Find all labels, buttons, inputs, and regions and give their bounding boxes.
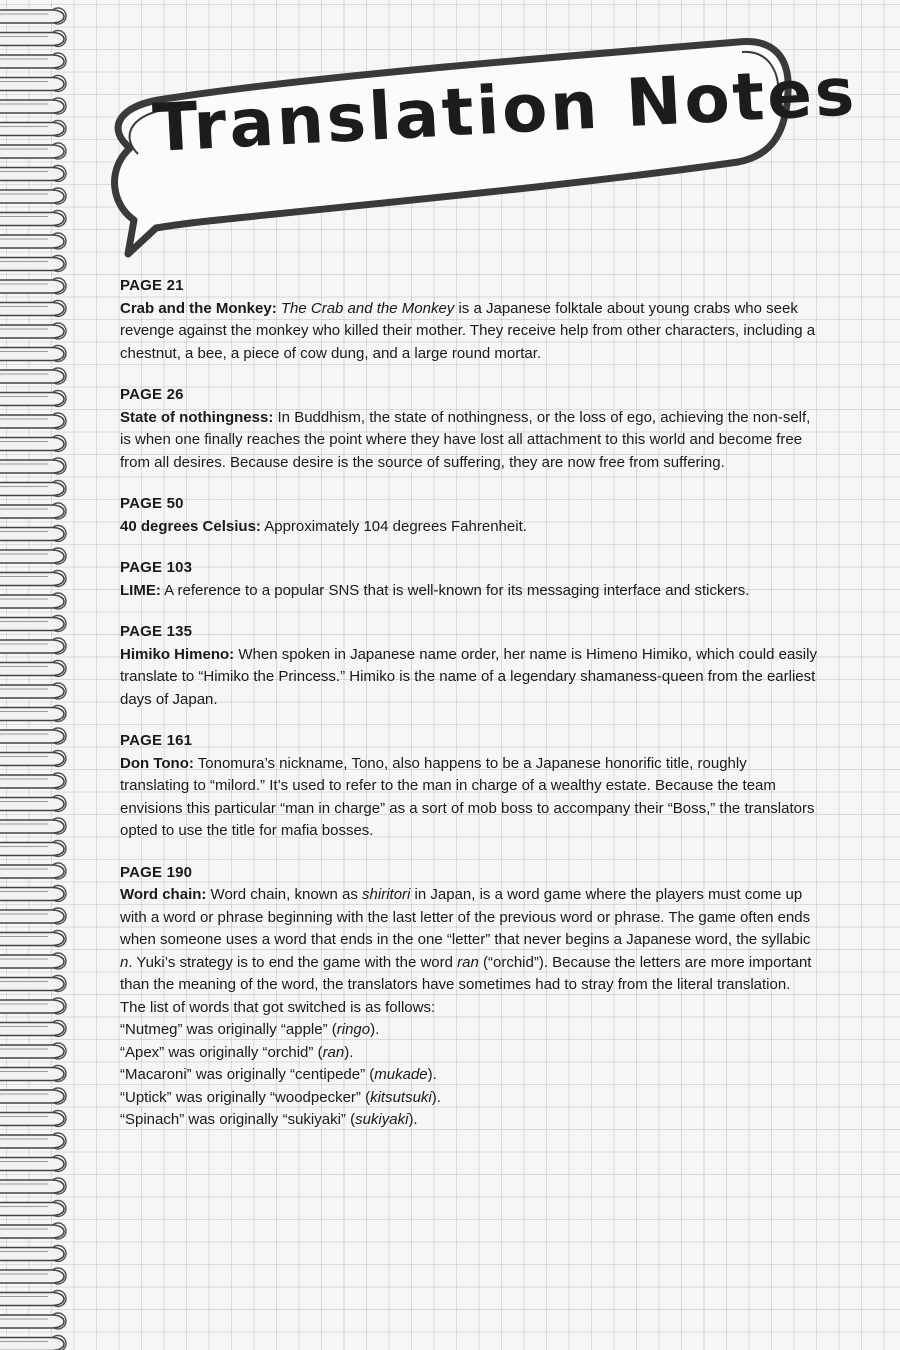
word-swap-line — [120, 1109, 820, 1132]
binding-ring — [0, 661, 66, 677]
translation-note — [120, 862, 820, 1132]
swap-end: ). — [370, 1021, 380, 1038]
binding-ring — [0, 436, 66, 452]
binding-ring — [0, 323, 66, 339]
binding-ring — [0, 98, 66, 114]
spiral-binding — [0, 0, 78, 1350]
binding-ring — [0, 728, 66, 744]
title-bubble — [98, 30, 860, 260]
note-term: Himiko Himeno: — [120, 645, 235, 663]
word-swap-line — [120, 1042, 820, 1065]
note-body — [120, 753, 820, 843]
binding-ring — [0, 818, 66, 834]
binding-ring — [0, 751, 66, 767]
binding-ring — [0, 503, 66, 519]
note-text: . Yuki’s strategy is to end the game with the word — [128, 953, 458, 971]
binding-ring — [0, 8, 66, 24]
note-page-number: PAGE 190 — [120, 863, 193, 881]
binding-ring — [0, 1156, 66, 1172]
note-text: shiritori — [362, 886, 411, 903]
binding-ring — [0, 706, 66, 722]
note-text: Approximately 104 degrees Fahrenheit. — [260, 517, 527, 535]
binding-ring — [0, 593, 66, 609]
binding-ring — [0, 998, 66, 1014]
swap-japanese-word: sukiyaki — [355, 1111, 409, 1128]
binding-ring — [0, 886, 66, 902]
note-term: Word chain: — [120, 886, 207, 903]
binding-ring — [0, 166, 66, 182]
binding-ring — [0, 76, 66, 92]
binding-ring — [0, 346, 66, 362]
binding-ring — [0, 211, 66, 227]
note-page-number: PAGE 135 — [120, 623, 193, 640]
note-text: Tonomura’s nickname, Tono, also happens to be a Japanese honorific title, roughly translating to “milord.” It’s used to refer to the man in charge of a wealthy estate. Because the team envisions this particular “man in charge” as a sort of mob boss to accompany their “Boss,” the translators opted to use the title for mafia bosses. — [120, 754, 815, 839]
note-text: When spoken in Japanese name order, her name is Himeno Himiko, which could easily translate to “Himiko the Princess.” Himiko is the name of a legendary shamaness-queen from the earliest days of Japan. — [120, 645, 817, 708]
note-text: In Buddhism, the state of nothingness, or the loss of ego, achieving the non-self, is when one finally reaches the point where they have lost all attachment to this world and become free from all desires. Because desire is the source of suffering, they are now free from suffering. — [120, 408, 811, 471]
binding-ring — [0, 796, 66, 812]
binding-ring — [0, 278, 66, 294]
swap-japanese-word: kitsutsuki — [370, 1088, 432, 1106]
note-term: State of nothingness: — [120, 408, 274, 426]
binding-ring — [0, 1313, 66, 1329]
note-term: Crab and the Monkey: — [120, 299, 277, 317]
binding-ring — [0, 638, 66, 654]
swap-end: ). — [408, 1111, 418, 1128]
translation-note — [120, 621, 820, 711]
binding-ring — [0, 908, 66, 924]
binding-ring — [0, 413, 66, 429]
binding-ring — [0, 481, 66, 497]
translation-note — [120, 730, 820, 843]
binding-ring — [0, 121, 66, 137]
binding-ring — [0, 1111, 66, 1127]
note-page-number: PAGE 161 — [120, 732, 193, 749]
binding-ring — [0, 53, 66, 69]
binding-ring — [0, 188, 66, 204]
note-text: A reference to a popular SNS that is well-known for its messaging interface and stickers. — [160, 581, 750, 599]
translation-note — [120, 493, 820, 538]
binding-ring — [0, 953, 66, 969]
binding-ring — [0, 233, 66, 249]
binding-ring — [0, 1336, 66, 1350]
note-text: n — [120, 953, 129, 971]
swap-end: ). — [427, 1066, 437, 1083]
translation-note — [120, 275, 820, 365]
binding-ring — [0, 526, 66, 542]
word-swap-line — [120, 1019, 820, 1042]
note-text: is a Japanese folktale about young crabs who seek revenge against the monkey who killed their mother. They receive help from other characters, including a chestnut, a bee, a piece of cow dung, and a large round mortar. — [120, 299, 816, 362]
binding-ring — [0, 548, 66, 564]
binding-ring — [0, 571, 66, 587]
swap-text: “Spinach” was originally “sukiyaki” ( — [120, 1111, 356, 1128]
swap-text: “Nutmeg” was originally “apple” ( — [120, 1021, 337, 1038]
swap-end: ). — [344, 1043, 354, 1061]
note-text: in Japan, is a word game where the players must come up with a word or phrase beginning with the last letter of the previous word or phrase. The game often ends when someone uses a word that ends in the one “letter” that never begins a Japanese word, the syllabic — [120, 886, 811, 948]
binding-ring — [0, 368, 66, 384]
note-text: ran — [457, 953, 479, 971]
swap-end: ). — [431, 1088, 441, 1106]
binding-ring — [0, 301, 66, 317]
binding-ring — [0, 773, 66, 789]
note-body — [120, 298, 820, 366]
note-text: The Crab and the Monkey — [280, 299, 455, 317]
binding-ring — [0, 841, 66, 857]
note-page-number: PAGE 50 — [120, 495, 184, 512]
note-term: LIME: — [120, 581, 161, 599]
note-page-number: PAGE 103 — [120, 559, 193, 576]
note-page-number: PAGE 21 — [120, 277, 184, 294]
binding-ring — [0, 143, 66, 159]
note-body — [120, 407, 820, 475]
binding-ring — [0, 1178, 66, 1194]
binding-ring — [0, 31, 66, 47]
note-term: 40 degrees Celsius: — [120, 517, 261, 535]
binding-ring — [0, 683, 66, 699]
binding-ring — [0, 256, 66, 272]
translation-note — [120, 557, 820, 602]
note-body — [120, 580, 820, 603]
swap-text: “Apex” was originally “orchid” ( — [120, 1043, 323, 1061]
binding-ring — [0, 391, 66, 407]
translation-note — [120, 384, 820, 474]
binding-ring — [0, 931, 66, 947]
note-body — [120, 516, 820, 539]
note-text: (“orchid”). Because the letters are more important than the meaning of the word, the translators have sometimes had to stray from the literal translation. The list of words that got switched is as follows: — [120, 953, 812, 1016]
swap-text: “Uptick” was originally “woodpecker” ( — [120, 1088, 371, 1106]
binding-ring — [0, 1223, 66, 1239]
note-body — [120, 884, 820, 1132]
notes-list — [120, 275, 820, 1151]
swap-text: “Macaroni” was originally “centipede” ( — [120, 1066, 375, 1083]
swap-japanese-word: ringo — [336, 1021, 371, 1038]
word-swap-line — [120, 1064, 820, 1087]
binding-ring — [0, 1268, 66, 1284]
note-page-number: PAGE 26 — [120, 386, 184, 403]
swap-japanese-word: mukade — [374, 1066, 428, 1083]
swap-japanese-word: ran — [322, 1043, 345, 1061]
note-text: Word chain, known as — [206, 886, 363, 903]
binding-ring — [0, 863, 66, 879]
binding-ring — [0, 1043, 66, 1059]
word-swap-line — [120, 1087, 820, 1110]
binding-ring — [0, 1066, 66, 1082]
binding-ring — [0, 1201, 66, 1217]
binding-ring — [0, 616, 66, 632]
note-term: Don Tono: — [120, 754, 194, 772]
note-body — [120, 644, 820, 712]
binding-ring — [0, 1021, 66, 1037]
binding-ring — [0, 1088, 66, 1104]
binding-ring — [0, 458, 66, 474]
binding-ring — [0, 976, 66, 992]
binding-ring — [0, 1246, 66, 1262]
page-title: Translation Notes — [150, 53, 860, 167]
binding-ring — [0, 1133, 66, 1149]
binding-ring — [0, 1291, 66, 1307]
